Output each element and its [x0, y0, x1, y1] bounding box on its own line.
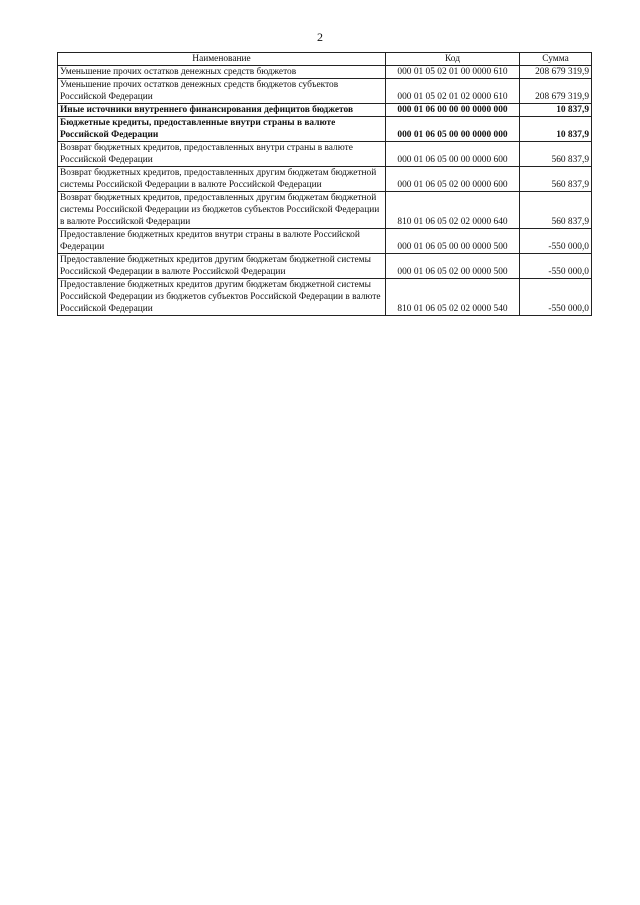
- row-name: Уменьшение прочих остатков денежных средств бюджетов субъектов Российской Федерации: [58, 79, 386, 104]
- table-body: [58, 66, 592, 316]
- table-header-row: [58, 53, 592, 66]
- header-name: Наименование: [58, 53, 386, 66]
- row-name: Предоставление бюджетных кредитов другим бюджетам бюджетной системы Российской Федерации в валюте Российской Федерации: [58, 254, 386, 279]
- row-code: 810 01 06 05 02 02 0000 540: [386, 279, 520, 316]
- row-code: 000 01 06 00 00 00 0000 000: [386, 104, 520, 117]
- row-code: 000 01 06 05 02 00 0000 500: [386, 254, 520, 279]
- row-sum: 10 837,9: [520, 104, 592, 117]
- row-sum: 10 837,9: [520, 117, 592, 142]
- table-row: [58, 229, 592, 254]
- table-row: [58, 142, 592, 167]
- row-sum: 208 679 319,9: [520, 79, 592, 104]
- row-name: Возврат бюджетных кредитов, предоставленных внутри страны в валюте Российской Федерации: [58, 142, 386, 167]
- table-row: [58, 254, 592, 279]
- table-row: [58, 279, 592, 316]
- budget-sources-table: [57, 52, 592, 316]
- table-row: [58, 104, 592, 117]
- row-code: 810 01 06 05 02 02 0000 640: [386, 192, 520, 229]
- page-number: 2: [317, 30, 323, 44]
- row-sum: 560 837,9: [520, 142, 592, 167]
- table-row: [58, 66, 592, 79]
- row-sum: 560 837,9: [520, 167, 592, 192]
- row-code: 000 01 05 02 01 02 0000 610: [386, 79, 520, 104]
- row-sum: -550 000,0: [520, 254, 592, 279]
- row-name: Уменьшение прочих остатков денежных средств бюджетов: [58, 66, 386, 79]
- row-name: Возврат бюджетных кредитов, предоставленных другим бюджетам бюджетной системы Российской Федерации из бюджетов субъектов Российской Федерации в валюте Российской Федерации: [58, 192, 386, 229]
- row-code: 000 01 06 05 02 00 0000 600: [386, 167, 520, 192]
- row-name: Предоставление бюджетных кредитов внутри страны в валюте Российской Федерации: [58, 229, 386, 254]
- header-sum: Сумма: [520, 53, 592, 66]
- table-row: [58, 167, 592, 192]
- row-code: 000 01 06 05 00 00 0000 000: [386, 117, 520, 142]
- row-code: 000 01 05 02 01 00 0000 610: [386, 66, 520, 79]
- header-code: Код: [386, 53, 520, 66]
- row-name: Бюджетные кредиты, предоставленные внутри страны в валюте Российской Федерации: [58, 117, 386, 142]
- row-name: Возврат бюджетных кредитов, предоставленных другим бюджетам бюджетной системы Российской Федерации в валюте Российской Федерации: [58, 167, 386, 192]
- row-sum: -550 000,0: [520, 229, 592, 254]
- row-sum: 560 837,9: [520, 192, 592, 229]
- table-row: [58, 117, 592, 142]
- row-sum: 208 679 319,9: [520, 66, 592, 79]
- row-sum: -550 000,0: [520, 279, 592, 316]
- table-row: [58, 192, 592, 229]
- row-code: 000 01 06 05 00 00 0000 600: [386, 142, 520, 167]
- row-code: 000 01 06 05 00 00 0000 500: [386, 229, 520, 254]
- table-row: [58, 79, 592, 104]
- row-name: Иные источники внутреннего финансирования дефицитов бюджетов: [58, 104, 386, 117]
- row-name: Предоставление бюджетных кредитов другим бюджетам бюджетной системы Российской Федерации из бюджетов субъектов Российской Федерации в валюте Российской Федерации: [58, 279, 386, 316]
